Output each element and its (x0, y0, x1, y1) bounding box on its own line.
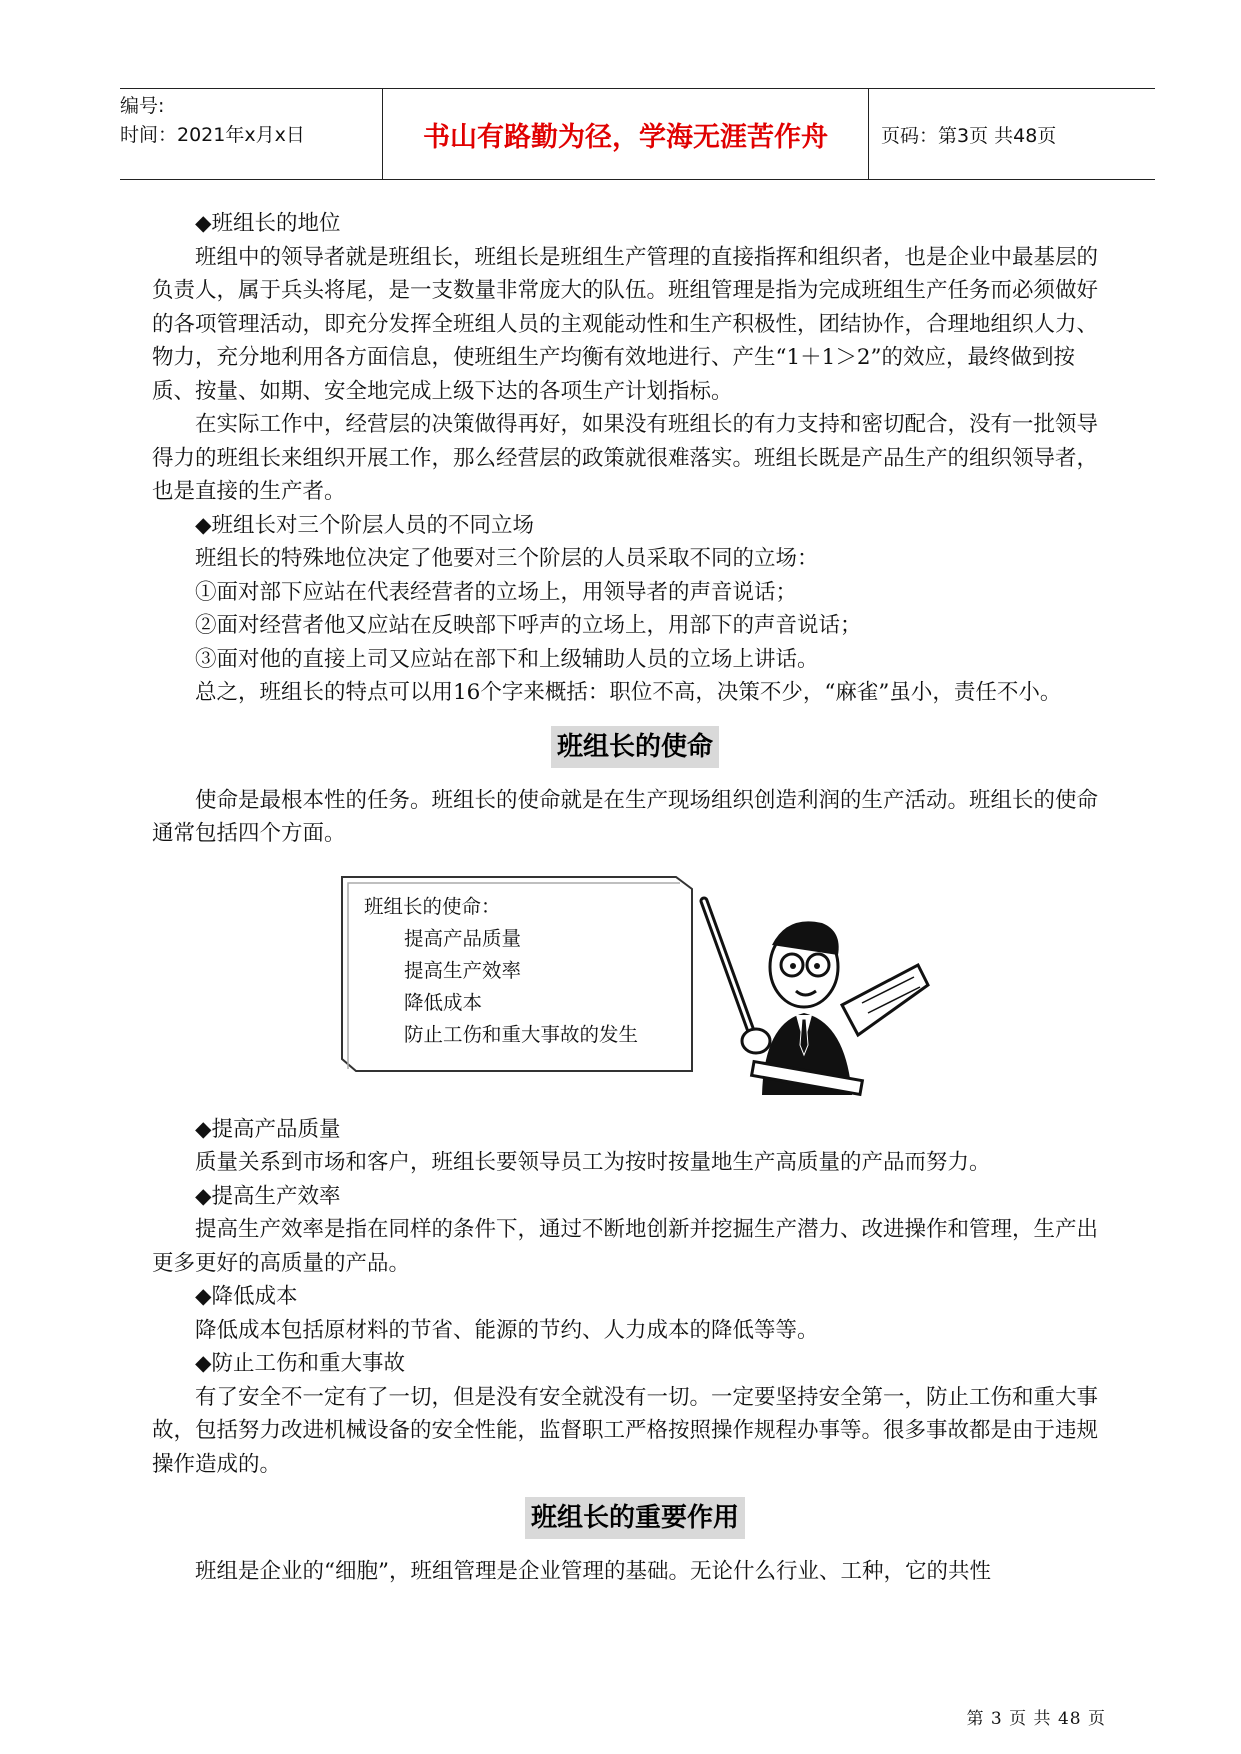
bullet-heading: ◆提高生产效率 (195, 1183, 341, 1209)
bullet-heading: ◆提高产品质量 (195, 1116, 341, 1142)
paragraph: 提高生产效率是指在同样的条件下，通过不断地创新并挖掘生产潜力、改进操作和管理，生产出更多更好的高质量的产品。 (152, 1217, 1099, 1276)
section-heading (152, 1497, 1118, 1543)
paragraph: 总之，班组长的特点可以用16个字来概括：职位不高，决策不少，“麻雀”虽小，责任不小。 (195, 680, 1062, 705)
figure-item: 降低成本 (404, 990, 483, 1014)
section-title: 班组长的重要作用 (525, 1497, 745, 1539)
header-page-label: 页码：第3页 共48页 (881, 124, 1057, 147)
paragraph: 班组中的领导者就是班组长，班组长是班组生产管理的直接指挥和组织者，也是企业中最基层的负责人，属于兵头将尾，是一支数量非常庞大的队伍。班组管理是指为完成班组生产任务而必须做好的各项管理活动，即充分发挥全班组人员的主观能动性和生产积极性，团结协作，合理地组织人力、物力，充分地利用各方面信息，使班组生产均衡有效地进行、产生“1＋1＞2”的效应，最终做到按质、按量、如期、安全地完成上级下达的各项生产计划指标。 (152, 244, 1099, 404)
figure-text (364, 891, 638, 1051)
section-heading (152, 726, 1118, 772)
bullet-heading: ◆班组长的地位 (195, 211, 341, 236)
header-meta (120, 89, 383, 179)
paragraph: 质量关系到市场和客户，班组长要领导员工为按时按量地生产高质量的产品而努力。 (195, 1150, 991, 1175)
bullet-heading: ◆降低成本 (195, 1284, 298, 1309)
list-item: ②面对经营者他又应站在反映部下呼声的立场上，用部下的声音说话； (195, 613, 862, 638)
time-label: 时间：2021年x月x日 (120, 124, 305, 146)
figure-item: 提高生产效率 (404, 958, 522, 982)
paragraph: 班组是企业的“细胞”，班组管理是企业管理的基础。无论什么行业、工种，它的共性 (195, 1559, 991, 1584)
figure-title: 班组长的使命： (364, 894, 501, 918)
paragraph: 使命是最根本性的任务。班组长的使命就是在生产现场组织创造利润的生产活动。班组长的使命通常包括四个方面。 (152, 787, 1099, 846)
mission-figure (152, 865, 1118, 1105)
bullet-heading: ◆防止工伤和重大事故 (195, 1351, 406, 1376)
manager-cartoon-illustration (692, 895, 932, 1105)
list-item: ③面对他的直接上司又应站在部下和上级辅助人员的立场上讲话。 (195, 646, 819, 672)
paragraph: 班组长的特殊地位决定了他要对三个阶层的人员采取不同的立场： (195, 546, 819, 571)
number-label: 编号: (120, 95, 165, 117)
section-title: 班组长的使命 (551, 726, 719, 768)
paragraph: 在实际工作中，经营层的决策做得再好，如果没有班组长的有力支持和密切配合，没有一批领导得力的班组长来组织开展工作，那么经营层的政策就很难落实。班组长既是产品生产的组织领导者，也是直接的生产者。 (152, 412, 1099, 504)
page-footer: 第 3 页 共 48 页 (966, 1709, 1106, 1729)
bullet-heading: ◆班组长对三个阶层人员的不同立场 (195, 512, 535, 538)
list-item: ①面对部下应站在代表经营者的立场上，用领导者的声音说话； (195, 579, 798, 605)
header-motto: 书山有路勤为径，学海无涯苦作舟 (383, 89, 869, 179)
figure-item: 提高产品质量 (404, 926, 522, 950)
paragraph: 有了安全不一定有了一切，但是没有安全就没有一切。一定要坚持安全第一，防止工伤和重大事故，包括努力改进机械设备的安全性能，监督职工严格按照操作规程办事等。很多事故都是由于违规操作造成的。 (152, 1384, 1099, 1477)
figure-item: 防止工伤和重大事故的发生 (404, 1022, 639, 1046)
page-header (120, 88, 1155, 180)
document-body (152, 207, 1118, 1589)
paragraph: 降低成本包括原材料的节省、能源的节约、人力成本的降低等等。 (195, 1317, 819, 1343)
